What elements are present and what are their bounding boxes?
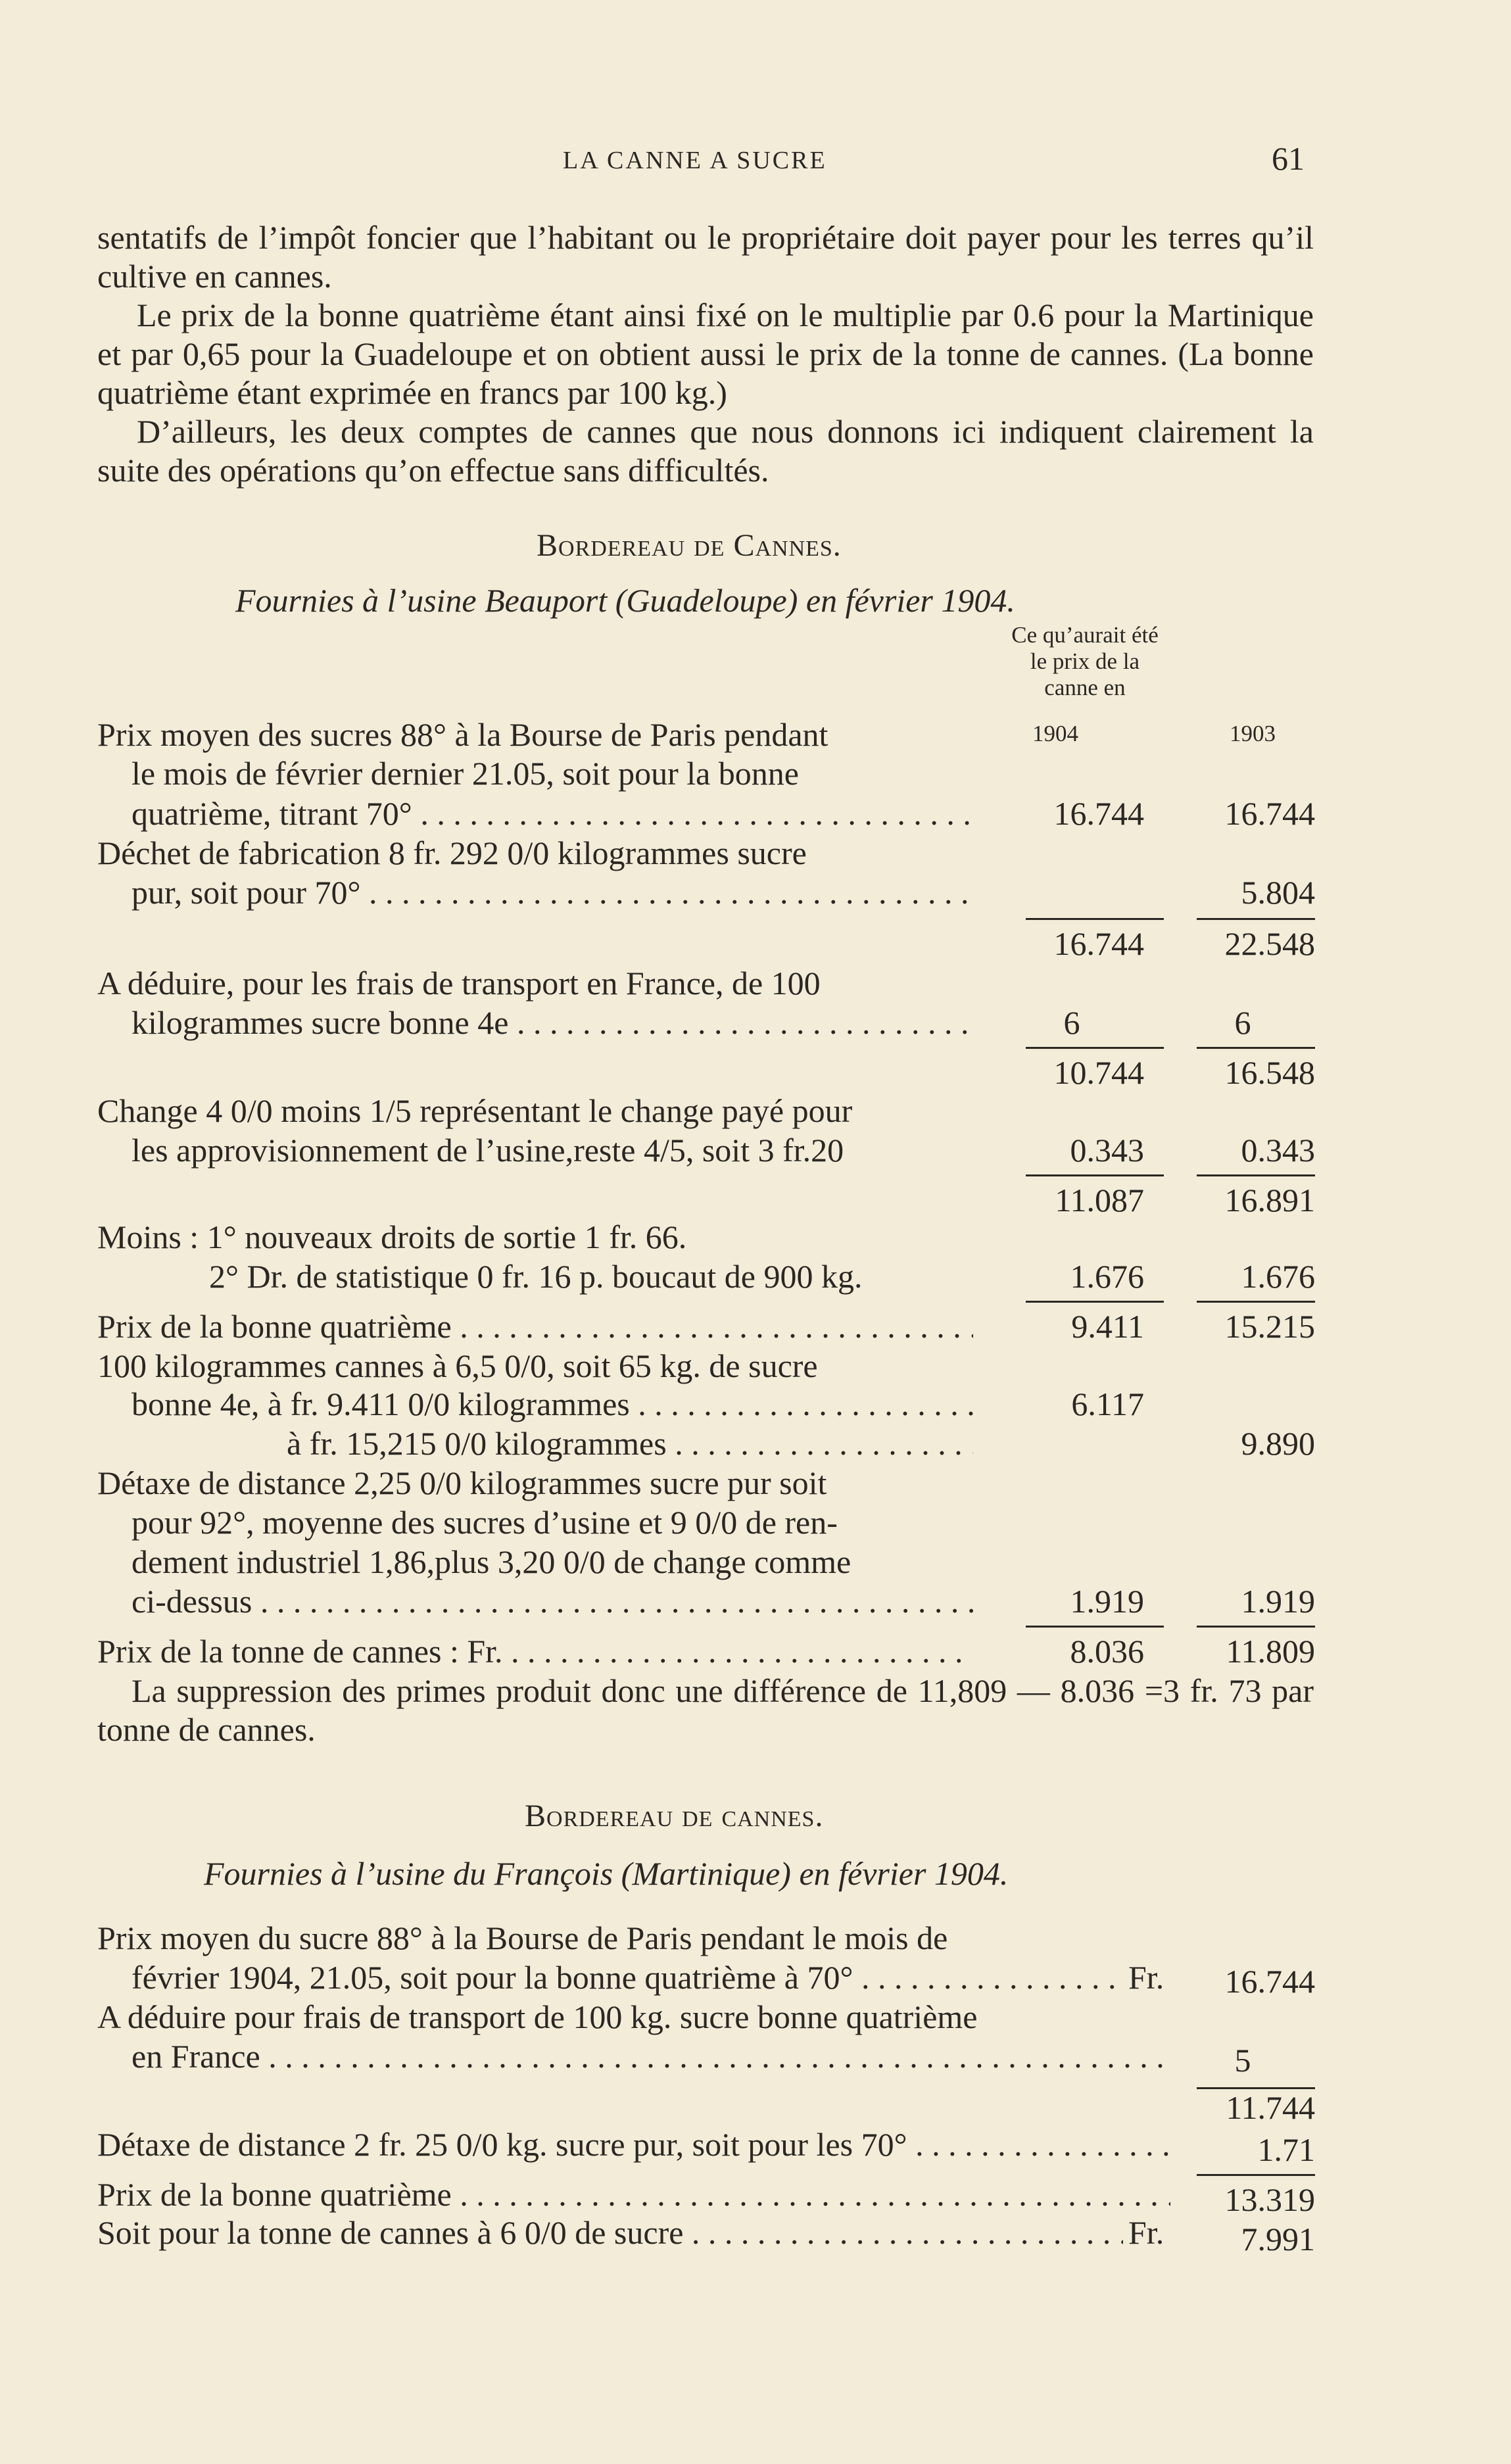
row-4-value-1903: 0.343 (1241, 1132, 1315, 1169)
column-heading-line-3: canne en (1044, 675, 1126, 700)
row-1-value-1903: 16.744 (1224, 795, 1315, 832)
row-3-value-1903: 6 (1234, 1004, 1251, 1041)
rule (1197, 1301, 1315, 1303)
row-9-value-1903: 11.809 (1226, 1633, 1315, 1670)
row-2-value-1903: 5.804 (1241, 874, 1315, 911)
row-5-line-1: Moins : 1° nouveaux droits de sortie 1 fr. 66. (97, 1219, 687, 1255)
row-8-line-3: dement industriel 1,86,plus 3,20 0/0 de change comme (132, 1543, 851, 1580)
subtotal-1-1903: 22.548 (1224, 925, 1315, 962)
row-6-value-1904: 9.411 (1071, 1308, 1144, 1345)
row-6-line-1: Prix de la bonne quatrième . . . (97, 1307, 973, 1346)
row-2-line-1: Déchet de fabrication 8 fr. 292 0/0 kilogrammes sucre (97, 834, 807, 871)
b2-subtotal-value: 11.744 (1226, 2089, 1315, 2126)
row-4-line-1: Change 4 0/0 moins 1/5 représentant le change payé pour (97, 1092, 853, 1129)
b2-row-2-line-1: A déduire pour frais de transport de 100 kg. sucre bonne quatrième (97, 1998, 978, 2035)
row-5-value-1903: 1.676 (1241, 1258, 1315, 1295)
conclusion-paragraph: La suppression des primes produit donc une différence de 11,809 — 8.036 =3 fr. 73 par tonne de cannes. (97, 1672, 1314, 1748)
b2-row-1-line-2: février 1904, 21.05, soit pour la bonne quatrième à 70° . . . (132, 1958, 1118, 1997)
bordereau-1-title: Bordereau de Cannes. (537, 528, 842, 563)
row-8-line-2: pour 92°, moyenne des sucres d’usine et 9 0/0 de ren- (132, 1504, 838, 1541)
b2-row-3-line-1: Détaxe de distance 2 fr. 25 0/0 kg. sucre pur, soit pour les 70° . . . (97, 2125, 1170, 2164)
row-5-value-1904: 1.676 (1070, 1258, 1144, 1295)
b2-row-2-value: 5 (1234, 2042, 1251, 2079)
rule (1026, 1301, 1164, 1303)
rule (1026, 1047, 1164, 1049)
row-1-line-1: Prix moyen des sucres 88° à la Bourse de Paris pendant (97, 716, 828, 753)
b2-row-4-value: 13.319 (1224, 2181, 1315, 2218)
rule (1026, 1174, 1164, 1176)
row-7-line-2: bonne 4e, à fr. 9.411 0/0 kilogrammes . . . (132, 1385, 973, 1424)
rule (1197, 2174, 1315, 2176)
intro-paragraph-1: sentatifs de l’impôt foncier que l’habitant ou le propriétaire doit payer pour les terres qu’il cultive en cannes. (97, 219, 1314, 295)
bordereau-2-subtitle: Fournies à l’usine du François (Martinique) en février 1904. (204, 1855, 1009, 1892)
year-1903: 1903 (1230, 721, 1276, 746)
row-3-line-1: A déduire, pour les frais de transport en France, de 100 (97, 965, 821, 1002)
b2-row-5-value: 7.991 (1241, 2221, 1315, 2258)
column-heading-line-2: le prix de la (1030, 648, 1140, 674)
b2-row-2-line-2: en France . . . (132, 2037, 1170, 2076)
row-3-value-1904: 6 (1063, 1004, 1080, 1041)
running-title: LA CANNE A SUCRE (563, 147, 827, 174)
bordereau-1-subtitle: Fournies à l’usine Beauport (Guadeloupe) en février 1904. (235, 582, 1015, 619)
intro-paragraph-3: D’ailleurs, les deux comptes de cannes que nous donnons ici indiquent clairement la suite des opérations qu’on effectue sans difficultés. (97, 413, 1314, 489)
subtotal-3-1904: 11.087 (1055, 1182, 1144, 1219)
b2-row-3-value: 1.71 (1257, 2131, 1315, 2168)
row-5-line-2: 2° Dr. de statistique 0 fr. 16 p. boucaut de 900 kg. (209, 1258, 863, 1295)
rule (1026, 918, 1164, 920)
subtotal-2-1903: 16.548 (1224, 1054, 1315, 1091)
row-8-line-1: Détaxe de distance 2,25 0/0 kilogrammes sucre pur soit (97, 1464, 827, 1501)
subtotal-3-1903: 16.891 (1224, 1182, 1315, 1219)
rule (1026, 1626, 1164, 1628)
row-7-line-1: 100 kilogrammes cannes à 6,5 0/0, soit 65 kg. de sucre (97, 1347, 818, 1384)
row-8-value-1903: 1.919 (1241, 1583, 1315, 1620)
row-7-value-1903: 9.890 (1241, 1425, 1315, 1462)
row-6-value-1903: 15.215 (1224, 1308, 1315, 1345)
subtotal-1-1904: 16.744 (1053, 925, 1144, 962)
column-heading-line-1: Ce qu’aurait été (1011, 622, 1159, 648)
rule (1197, 1626, 1315, 1628)
row-1-value-1904: 16.744 (1053, 795, 1144, 832)
b2-row-4-line-1: Prix de la bonne quatrième . . . (97, 2175, 1170, 2214)
row-8-value-1904: 1.919 (1070, 1583, 1144, 1620)
b2-row-1-value: 16.744 (1224, 1963, 1315, 2000)
subtotal-2-1904: 10.744 (1053, 1054, 1144, 1091)
b2-row-1-unit: Fr. (1128, 1959, 1164, 1996)
row-3-line-2: kilogrammes sucre bonne 4e . . . (132, 1003, 973, 1042)
bordereau-2-title: Bordereau de cannes. (525, 1799, 824, 1833)
row-4-line-2: les approvisionnement de l’usine,reste 4/5, soit 3 fr.20 (132, 1132, 844, 1169)
row-4-value-1904: 0.343 (1070, 1132, 1144, 1169)
row-1-line-2: le mois de février dernier 21.05, soit pour la bonne (132, 755, 799, 792)
row-1-line-3: quatrième, titrant 70° . . . (132, 794, 973, 833)
rule (1197, 1047, 1315, 1049)
year-1904: 1904 (1032, 721, 1078, 746)
rule (1197, 1174, 1315, 1176)
b2-row-5-unit: Fr. (1128, 2214, 1164, 2251)
row-9-value-1904: 8.036 (1070, 1633, 1144, 1670)
row-7-value-1904: 6.117 (1071, 1386, 1144, 1422)
row-7-line-3: à fr. 15,215 0/0 kilogrammes . . . (287, 1424, 973, 1463)
rule (1197, 918, 1315, 920)
row-8-line-4: ci-dessus . . . (132, 1582, 973, 1621)
column-heading (947, 622, 1223, 701)
intro-paragraph-2: Le prix de la bonne quatrième étant ainsi fixé on le multiplie par 0.6 pour la Martinique et par 0,65 pour la Guadeloupe et on obtient aussi le prix de la tonne de cannes. (La bonne quatrième étant exprimée en francs par 100 kg.) (97, 297, 1314, 411)
row-2-line-2: pur, soit pour 70° . . . (132, 873, 973, 912)
page-number: 61 (1272, 140, 1305, 177)
b2-row-1-line-1: Prix moyen du sucre 88° à la Bourse de Paris pendant le mois de (97, 1920, 948, 1956)
row-9-line-1: Prix de la tonne de cannes : Fr. . . . (97, 1632, 973, 1671)
b2-row-5-line-1: Soit pour la tonne de cannes à 6 0/0 de sucre . . . (97, 2213, 1123, 2252)
